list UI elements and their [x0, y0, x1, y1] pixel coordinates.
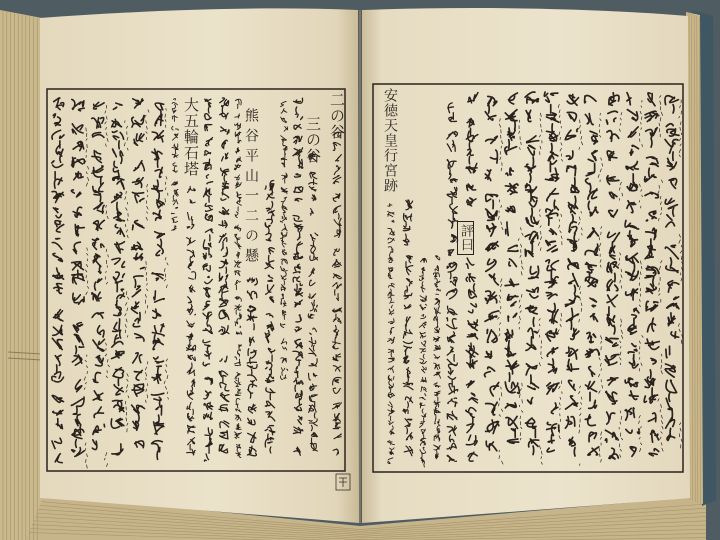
heading-dai-gorin-sekito: 大五輪石塔	[182, 97, 200, 177]
heading-antoku-tenno-anzaisho: 安徳天皇行宮跡	[382, 88, 398, 193]
commentary-label: 評曰	[457, 221, 474, 255]
heading-kumagai-hirayama: 熊谷平山一二の懸	[243, 108, 259, 268]
left-page-edges	[0, 10, 42, 540]
heading-san-no-tani: 三の谷	[304, 116, 322, 164]
heading-ni-no-tani: 二の谷	[328, 92, 346, 140]
